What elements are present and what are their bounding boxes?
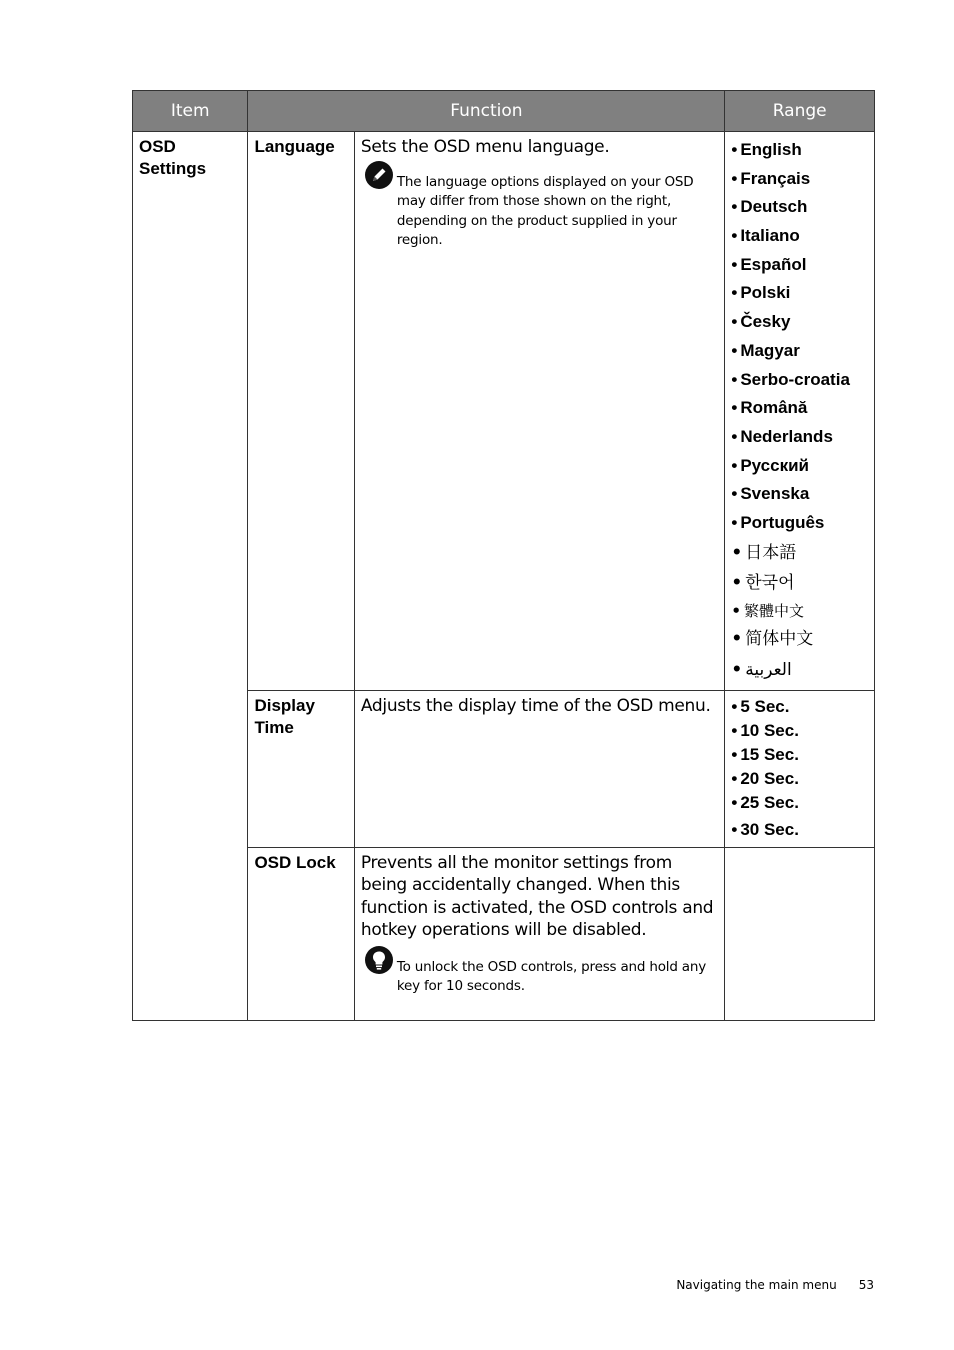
language-options-list xyxy=(731,136,868,686)
language-option: • Français xyxy=(731,165,868,194)
osd-lock-description: Prevents all the monitor settings from being accidentally changed. When this function is activated, the OSD controls and hotkey operations will be disabled. xyxy=(360,852,714,941)
header-range: Range xyxy=(725,91,875,132)
sub-item-language: Language xyxy=(248,132,354,691)
function-osd-lock xyxy=(354,847,724,1020)
header-item: Item xyxy=(133,91,248,132)
table-header-row xyxy=(133,91,875,132)
language-description: Sets the OSD menu language. xyxy=(360,137,610,157)
header-function: Function xyxy=(248,91,725,132)
language-option: • 한국어 xyxy=(731,569,868,598)
language-option: • العربية xyxy=(731,654,868,686)
page-number: 53 xyxy=(858,1278,874,1292)
language-option: • Svenska xyxy=(731,480,868,509)
language-option: • English xyxy=(731,136,868,165)
language-note-text: The language options displayed on your OSD may differ from those shown on the right, depending on the product supplied in your region. xyxy=(396,173,694,248)
language-option: • Česky xyxy=(731,308,868,337)
item-osd-settings: OSD Settings xyxy=(133,132,248,1021)
language-option: • Español xyxy=(731,251,868,280)
language-option: • Nederlands xyxy=(731,423,868,452)
language-option: • Serbo-croatia xyxy=(731,366,868,395)
language-option: • Português xyxy=(731,509,868,538)
language-option: • 简体中文 xyxy=(731,624,868,654)
display-time-option: • 10 Sec. xyxy=(731,719,868,743)
footer-section-title: Navigating the main menu xyxy=(676,1278,837,1292)
range-display-time xyxy=(725,690,875,847)
osd-lock-tip-text: To unlock the OSD controls, press and hold any key for 10 seconds. xyxy=(396,958,706,995)
language-option: • Deutsch xyxy=(731,193,868,222)
sub-item-display-time: Display Time xyxy=(248,690,354,847)
function-display-time xyxy=(354,690,724,847)
display-time-description: Adjusts the display time of the OSD menu. xyxy=(360,695,711,716)
language-option: • Italiano xyxy=(731,222,868,251)
display-time-option: • 25 Sec. xyxy=(731,791,868,815)
language-option: • Română xyxy=(731,394,868,423)
lightbulb-icon xyxy=(365,946,393,974)
language-option: • Magyar xyxy=(731,337,868,366)
pencil-icon xyxy=(365,161,393,189)
sub-item-osd-lock: OSD Lock xyxy=(248,847,354,1020)
language-option: • 繁體中文 xyxy=(731,598,868,624)
table-row-language xyxy=(133,132,875,691)
language-option: • Русский xyxy=(731,452,868,481)
display-time-option: • 20 Sec. xyxy=(731,767,868,791)
language-note xyxy=(361,173,718,251)
osd-settings-table xyxy=(132,90,875,1021)
osd-lock-tip xyxy=(361,958,718,997)
display-time-options-list xyxy=(731,695,868,843)
range-language xyxy=(725,132,875,691)
display-time-option: • 5 Sec. xyxy=(731,695,868,719)
display-time-option: • 15 Sec. xyxy=(731,743,868,767)
function-language xyxy=(354,132,724,691)
page-footer xyxy=(676,1278,874,1292)
range-osd-lock xyxy=(725,847,875,1020)
language-option: • 日本語 xyxy=(731,538,868,569)
display-time-option: • 30 Sec. xyxy=(731,815,868,843)
language-option: • Polski xyxy=(731,279,868,308)
